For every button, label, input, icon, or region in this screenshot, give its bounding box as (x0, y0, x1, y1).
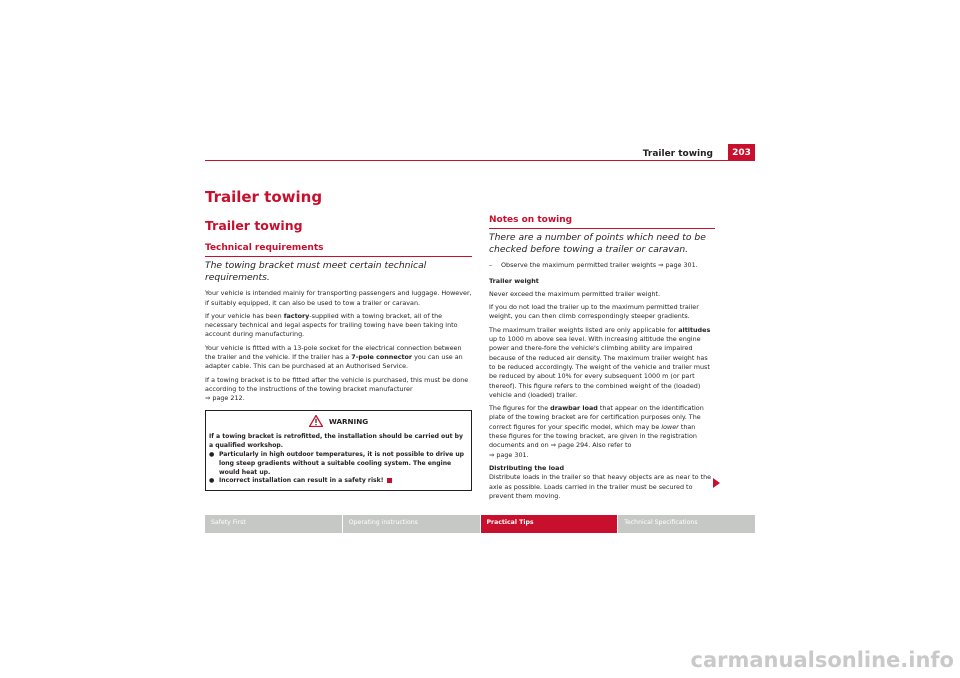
warning-header (209, 415, 468, 429)
continue-arrow-icon (713, 478, 720, 488)
technical-requirements-heading: Technical requirements (205, 244, 472, 257)
paragraph: If a towing bracket is to be fitted after the vehicle is purchased, this must be done according to the instructions of the towing bracket manufacturer ⇒ page 212. (205, 375, 469, 403)
paragraph: If your vehicle has been factory-supplied with a towing bracket, all of the necessary technical and legal aspects for trailing towing have been taking into account during manufacturing. (205, 311, 458, 339)
bullet-icon: ● (209, 477, 215, 485)
paragraph: If you do not load the trailer up to the maximum permitted trailer weight, you can then climb correspondingly steeper gradients. (489, 303, 699, 321)
bullet-icon: ● (209, 451, 215, 459)
paragraph: Never exceed the maximum permitted trailer weight. (489, 289, 661, 298)
right-column (489, 216, 715, 505)
section-title: Trailer towing (205, 218, 303, 233)
warning-body (209, 433, 468, 486)
page-reference-link[interactable]: ⇒ page 212. (205, 394, 245, 403)
technical-requirements-intro: The towing bracket must meet certain technical requirements. (205, 260, 427, 284)
running-head: Trailer towing (642, 149, 713, 159)
footer-nav (205, 515, 755, 533)
header-rule (205, 160, 755, 161)
distributing-load-heading: Distributing the load (489, 463, 565, 472)
warning-box (205, 410, 472, 492)
warning-bullet: ● Incorrect installation can result in a safety risk! (209, 477, 468, 486)
trailer-weight-heading: Trailer weight (489, 276, 539, 285)
left-column (205, 244, 472, 491)
page-reference-link[interactable]: ⇒ page 301. (489, 450, 529, 459)
footer-tab-safety-first[interactable]: Safety First (205, 515, 342, 533)
paragraph: The maximum trailer weights listed are only applicable for altitudes up to 1000 m above sea level. With increasing altitude the engine power and there-fore the vehicle's climbing ability are impaired because of the reduced air density. The maximum trailer weight has to be reduced accordingly. The weight of the vehicle and trailer must be reduced by about 10% for every subsequent 1000 m (or part thereof). This figure refers to the combined weight of the (loaded) vehicle and (loaded) trailer. (489, 325, 711, 399)
notes-on-towing-heading: Notes on towing (489, 216, 715, 229)
section-end-icon (387, 478, 392, 483)
watermark: carmanualsonline.info (690, 648, 954, 672)
warning-line: If a towing bracket is retrofitted, the installation should be carried out by a qualified workshop. (209, 432, 463, 449)
notes-on-towing-intro: There are a number of points which need to be checked before towing a trailer or caravan. (489, 232, 706, 256)
warning-triangle-icon (309, 415, 323, 429)
page-number: 203 (728, 144, 755, 161)
paragraph: Your vehicle is intended mainly for transporting passengers and luggage. However, if suitably equipped, it can also be used to tow a trailer or caravan. (205, 289, 472, 307)
paragraph: Your vehicle is fitted with a 13-pole socket for the electrical connection between the trailer and the vehicle. If the trailer has a 7-pole connector you can use an adapter cable. This can be purchased at an Authorised Service. (205, 343, 463, 371)
footer-tab-practical-tips[interactable]: Practical Tips (481, 515, 618, 533)
dash-icon: – (489, 261, 493, 270)
warning-title: WARNING (328, 417, 369, 427)
paragraph: The figures for the drawbar load that appear on the identification plate of the towing bracket are for certification purposes only. The correct figures for your specific model, which may be lower than these figures for the towing bracket, are given in the registration documents and on ⇒ page 294. Also refer to ⇒ page 301. (489, 404, 704, 459)
warning-bullet: ● Particularly in high outdoor temperatures, it is not possible to drive up long steep gradients without a suitable cooling system. The engine would heat up. (209, 451, 465, 476)
paragraph: Distribute loads in the trailer so that heavy objects are as near to the axle as possible. Loads carried in the trailer must be secured to prevent them moving. (489, 473, 712, 500)
instruction-item: – Observe the maximum permitted trailer weights ⇒ page 301. (489, 261, 698, 270)
footer-tab-operating-instructions[interactable]: Operating instructions (343, 515, 480, 533)
chapter-title: Trailer towing (205, 188, 323, 206)
footer-tab-technical-specifications[interactable]: Technical Specifications (618, 515, 755, 533)
